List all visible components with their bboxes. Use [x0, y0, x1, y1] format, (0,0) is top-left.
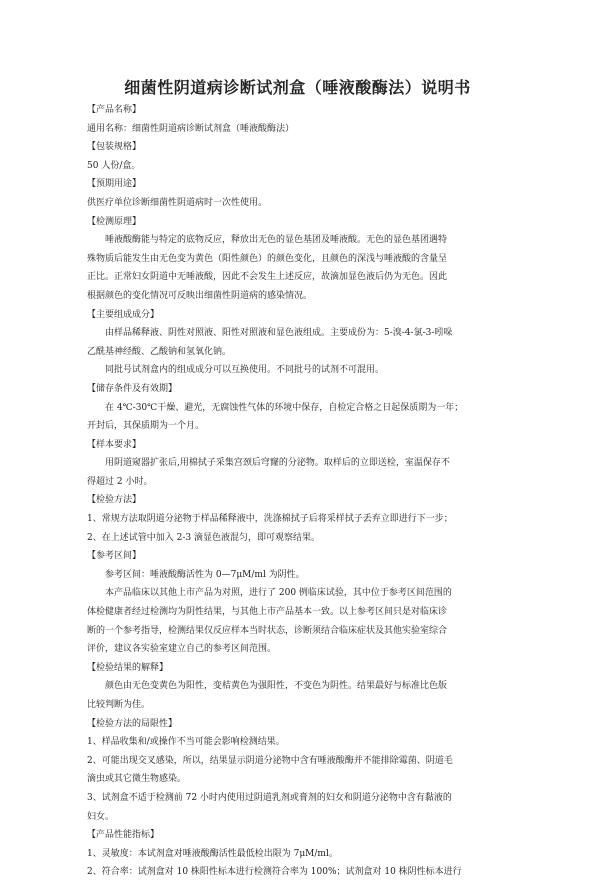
section-heading-interpretation: 【检验结果的解释】: [87, 662, 169, 673]
section-heading-performance: 【产品性能指标】: [87, 830, 160, 841]
paragraph-line: 滴虫或其它微生物感染。: [87, 774, 187, 785]
paragraph-line: 本产品临床以其他上市产品为对照，进行了 200 例临床试验，其中位于参考区间范围的: [105, 588, 452, 599]
paragraph-line: 由样品稀释液、阴性对照液、阳性对照液和显色液组成。主要成份为：5-溴-4-氯-3-吲哚: [105, 328, 453, 339]
section-heading-storage: 【储存条件及有效期】: [87, 383, 178, 394]
paragraph-line: 得超过 2 小时。: [87, 476, 153, 487]
paragraph-line: 开封后，其保质期为一个月。: [87, 421, 205, 432]
paragraph-line: 同批号试剂盒内的组成成分可以互换使用。不同批号的试剂不可混用。: [105, 365, 385, 376]
paragraph-line: 1、常规方法取阴道分泌物于样品稀释液中，洗涤棉拭子后将采样拭子丢弃立即进行下一步；: [87, 514, 453, 525]
paragraph-line: 1、样品收集和/或操作不当可能会影响检测结果。: [87, 737, 285, 748]
paragraph-line: 在 4℃-30℃干燥、避光，无腐蚀性气体的环境中保存，自检定合格之日起保质期为一年；: [105, 402, 464, 413]
document-title: 细菌性阴道病诊断试剂盒（唾液酸酶法）说明书: [124, 78, 471, 97]
paragraph-line: 供医疗单位诊断细菌性阴道病时一次性使用。: [87, 197, 268, 208]
paragraph-line: 2、可能出现交叉感染，所以，结果显示阴道分泌物中含有唾液酸酶并不能排除霉菌、阴道毛: [87, 755, 453, 766]
section-heading-reference: 【参考区间】: [87, 551, 142, 562]
paragraph-line: 2、符合率：试剂盒对 10 株阳性标本进行检测符合率为 100%；试剂盒对 10 株阴性标本进行: [87, 867, 462, 878]
section-heading-principle: 【检测原理】: [87, 216, 142, 227]
paragraph-line: 殊物质后能发生由无色变为黄色（阳性颜色）的颜色变化，且颜色的深浅与唾液酸的含量呈: [87, 253, 448, 264]
paragraph-line: 评价，建议各实验室建立自己的参考区间范围。: [87, 644, 277, 655]
section-heading-intended-use: 【预期用途】: [87, 179, 142, 190]
section-heading-components: 【主要组成成分】: [87, 309, 160, 320]
section-heading-limitations: 【检验方法的局限性】: [87, 718, 178, 729]
paragraph-line: 3、试剂盒不适于检测前 72 小时内使用过阴道乳剂或膏剂的妇女和阴道分泌物中含有黏液的: [87, 792, 452, 803]
paragraph-line: 50 人份/盒。: [87, 160, 141, 171]
paragraph-line: 断的一个参考指导，检测结果仅反应样本当时状态，诊断须结合临床症状及其他实验室综合: [87, 625, 448, 636]
paragraph-line: 正比。正常妇女阴道中无唾液酸，因此不会发生上述反应，故滴加显色液后仍为无色。因此: [87, 272, 448, 283]
paragraph-line: 2、在上述试管中加入 2-3 滴显色液混匀，即可观察结果。: [87, 532, 320, 543]
paragraph-line: 参考区间：唾液酸酶活性为 0—7μM/ml 为阴性。: [105, 569, 305, 580]
section-heading-sample: 【样本要求】: [87, 439, 142, 450]
section-heading-product-name: 【产品名称】: [87, 105, 142, 115]
section-heading-package: 【包装规格】: [87, 142, 142, 153]
paragraph-line: 用阴道窥器扩张后,用棉拭子采集宫颈后穹窿的分泌物。取样后的立即送检，室温保存不: [105, 458, 450, 469]
paragraph-line: 颜色由无色变黄色为阳性，变桔黄色为强阳性，不变色为阴性。结果最好与标准比色版: [105, 681, 448, 692]
section-heading-method: 【检验方法】: [87, 495, 142, 506]
paragraph-line: 体检健康者经过检测均为阴性结果，与其他上市产品基本一致。以上参考区间只是对临床诊: [87, 607, 448, 618]
paragraph-line: 根据颜色的变化情况可反映出细菌性阴道病的感染情况。: [87, 290, 313, 301]
paragraph-line: 比较判断为佳。: [87, 700, 151, 710]
document-body: [87, 101, 513, 882]
paragraph-line: 唾液酸酶能与特定的底物反应，释放出无色的显色基团及唾液酸。无色的显色基团遇特: [105, 235, 448, 246]
paragraph-line: 乙酰基神经酸、乙酸钠和氢氧化钠。: [87, 346, 232, 357]
paragraph-line: 妇女。: [87, 811, 115, 822]
paragraph-line: 1、灵敏度：本试剂盒对唾液酸酶活性最低检出限为 7μM/ml。: [87, 848, 338, 859]
paragraph-line: 通用名称：细菌性阴道病诊断试剂盒（唾液酸酶法）: [87, 123, 295, 134]
